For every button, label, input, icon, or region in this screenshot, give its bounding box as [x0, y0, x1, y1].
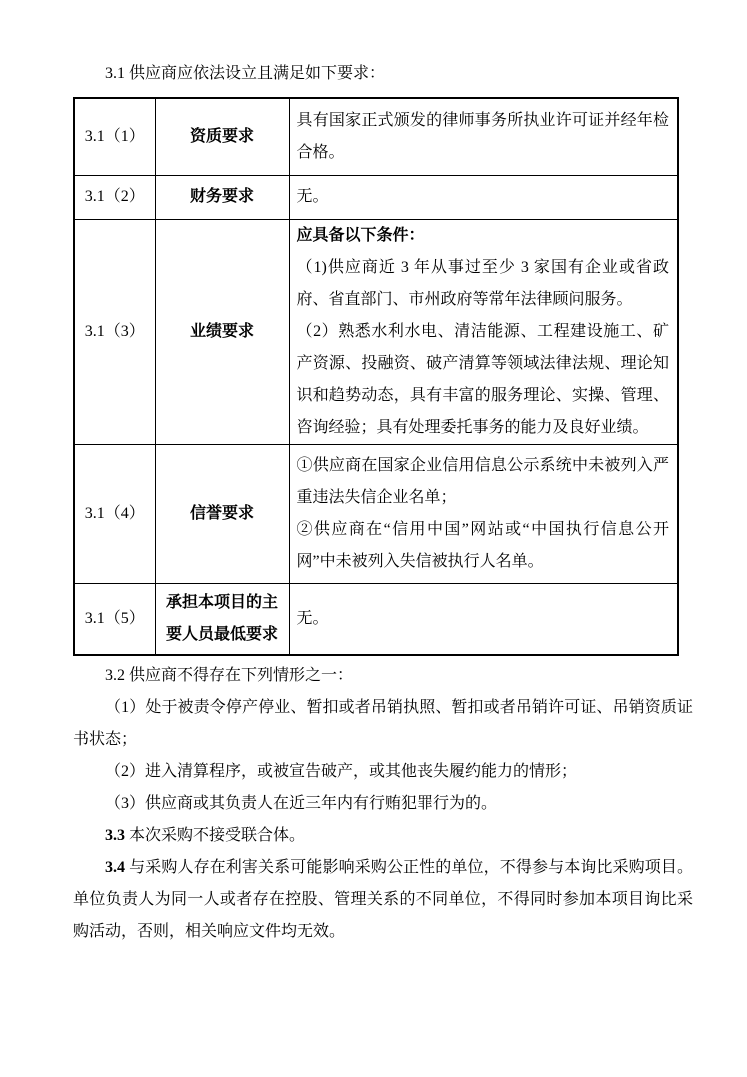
- clause-3-3: [73, 820, 693, 852]
- clause-number: 3.4: [105, 859, 130, 876]
- requirement-paragraph: 具有国家正式颁发的律师事务所执业许可证并经年检合格。: [296, 111, 669, 161]
- table-row-finance: [74, 175, 678, 219]
- clause-text: 与采购人存在利害关系可能影响采购公正性的单位，不得参与本询比采购项目。单位负责人为同一人或者存在控股、管理关系的不同单位，不得同时参加本项目询比采购活动，否则，相关响应文件均无效。: [73, 859, 693, 940]
- table-row-qualification: [74, 98, 678, 175]
- requirement-paragraph: 无。: [296, 609, 329, 627]
- row-id-cell: 3.1（2）: [74, 175, 155, 219]
- clause-number: 3.3: [105, 827, 129, 844]
- row-id-cell: 3.1（1）: [74, 98, 155, 175]
- requirement-paragraph: （2）熟悉水利水电、清洁能源、工程建设施工、矿产资源、投融资、破产清算等领域法律法规、理论知识和趋势动态，具有丰富的服务理论、实操、管理、咨询经验；具有处理委托事务的能力及良好业绩。: [296, 322, 669, 436]
- section-heading-text: 供应商应依法设立且满足如下要求：: [129, 65, 386, 82]
- clause-3-2: [73, 660, 693, 692]
- row-requirement-cell: [289, 219, 678, 444]
- row-category-cell: 业绩要求: [155, 219, 289, 444]
- supplier-requirements-table: [73, 97, 679, 656]
- requirement-paragraph: 无。: [296, 188, 329, 205]
- row-id-cell: 3.1（5）: [74, 583, 155, 655]
- clause-text: （3）供应商或其负责人在近三年内有行贿犯罪行为的。: [105, 795, 498, 812]
- requirement-lead-paragraph: 应具备以下条件：: [296, 226, 425, 244]
- table-row-performance: [74, 219, 678, 444]
- requirement-paragraph: ②供应商在“信用中国”网站或“中国执行信息公开网”中未被列入失信被执行人名单。: [296, 520, 669, 570]
- row-id-cell: 3.1（4）: [74, 444, 155, 583]
- clause-3-2-item-2: [73, 756, 693, 788]
- row-requirement-cell: [289, 175, 678, 219]
- clause-number: 3.2: [105, 667, 129, 684]
- row-requirement-cell: [289, 98, 678, 175]
- section-heading-number: 3.1: [105, 65, 129, 82]
- row-category-cell: 承担本项目的主要人员最低要求: [155, 583, 289, 655]
- table-row-reputation: [74, 444, 678, 583]
- clause-3-4: [73, 852, 693, 948]
- clause-text: （2）进入清算程序，或被宣告破产，或其他丧失履约能力的情形；: [105, 763, 578, 780]
- row-category-cell: 信誉要求: [155, 444, 289, 583]
- row-category-cell: 资质要求: [155, 98, 289, 175]
- clause-text: （1）处于被责令停产停业、暂扣或者吊销执照、暂扣或者吊销许可证、吊销资质证书状态；: [73, 699, 693, 748]
- row-id-cell: 3.1（3）: [74, 219, 155, 444]
- row-requirement-cell: [289, 583, 678, 655]
- row-requirement-cell: [289, 444, 678, 583]
- clause-3-2-item-1: [73, 692, 693, 756]
- clause-text: 供应商不得存在下列情形之一：: [129, 667, 354, 684]
- section-heading: [73, 58, 693, 90]
- clause-3-2-item-3: [73, 788, 693, 820]
- clauses-section: [73, 660, 693, 948]
- requirement-paragraph: （1)供应商近 3 年从事过至少 3 家国有企业或省政府、省直部门、市州政府等常年法律顾问服务。: [296, 258, 669, 308]
- clause-text: 本次采购不接受联合体。: [129, 827, 306, 844]
- table-row-key-personnel: [74, 583, 678, 655]
- row-category-cell: 财务要求: [155, 175, 289, 219]
- requirement-paragraph: ①供应商在国家企业信用信息公示系统中未被列入严重违法失信企业名单；: [296, 456, 669, 506]
